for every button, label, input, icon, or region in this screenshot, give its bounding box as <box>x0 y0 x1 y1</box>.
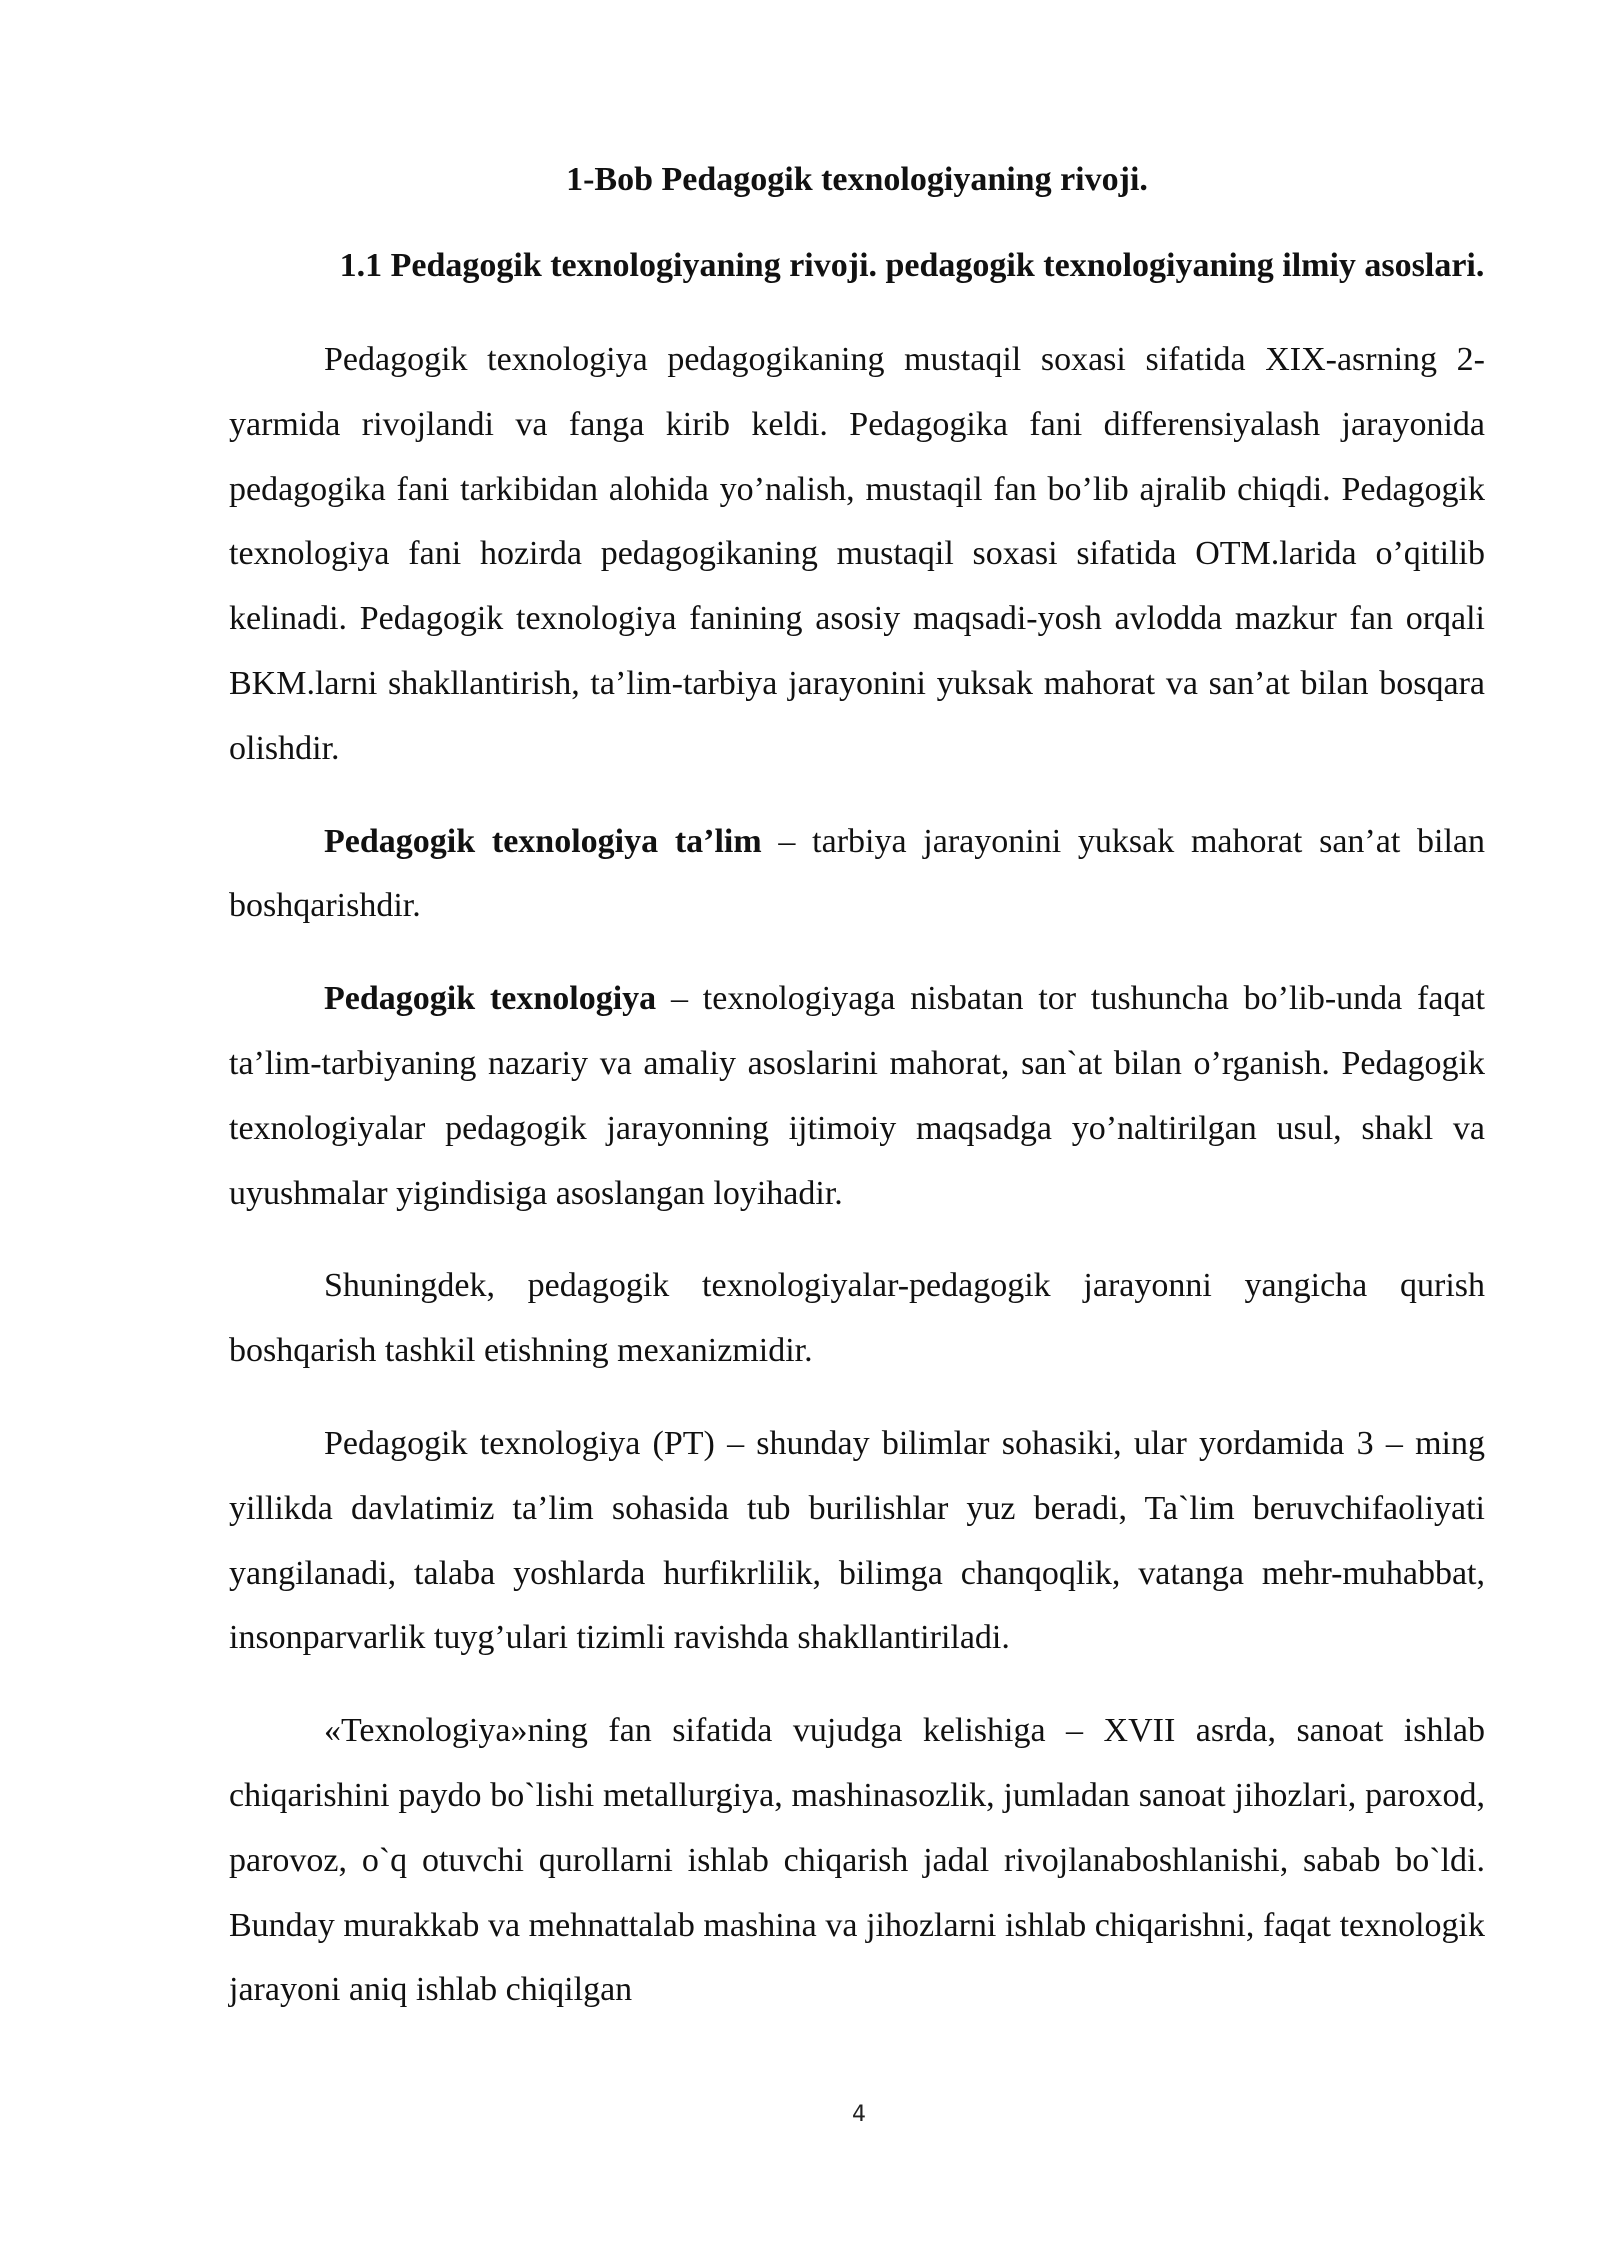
page-content <box>229 148 1485 2023</box>
paragraph-4 <box>229 1254 1485 1384</box>
page-number: 4 <box>852 2102 866 2127</box>
paragraph-5-text: Pedagogik texnologiya (PT) – shunday bilimlar sohasiki, ular yordamida 3 – ming yillikda davlatimiz ta’lim sohasida tub burilishlar yuz beradi, Ta`lim beruvchifaoliyati yangilanadi, talaba yoshlarda hurfikrlilik, bilimga chanqoqlik, vatanga mehr-muhabbat, insonparvarlik tuyg’ulari tizimli ravishda shakllantiriladi. <box>229 1424 1485 1657</box>
paragraph-3-term: Pedagogik texnologiya <box>324 980 657 1018</box>
chapter-title: 1-Bob Pedagogik texnologiyaning rivoji. <box>566 161 1148 198</box>
paragraph-1 <box>229 328 1485 782</box>
paragraph-4-text: Shuningdek, pedagogik texnologiyalar-pedagogik jarayonni yangicha qurish boshqarish tashkil etishning mexanizmidir. <box>229 1267 1485 1370</box>
paragraph-3-text: – texnologiyaga nisbatan tor tushuncha bo’lib-unda faqat ta’lim-tarbiyaning nazariy va amaliy asoslarini mahorat, san`at bilan o’rganish. Pedagogik texnologiyalar pedagogik jarayonning ijtimoiy maqsadga yo’naltirilgan usul, shakl va uyushmalar yigindisiga asoslangan loyihadir. <box>229 980 1485 1212</box>
paragraph-1-text: Pedagogik texnologiya pedagogikaning mustaqil soxasi sifatida XIX-asrning 2- yarmida rivojlandi va fanga kirib keldi. Pedagogika fani differensiyalash jarayonida pedagogika fani tarkibidan alohida yo’nalish, mustaqil fan bo’lib ajralib chiqdi. Pedagogik texnologiya fani hozirda pedagogikaning mustaqil soxasi sifatida OTM.larida o’qitilib kelinadi. Pedagogik texnologiya fanining asosiy maqsadi-yosh avlodda mazkur fan orqali BKM.larni shakllantirish, ta’lim-tarbiya jarayonini yuksak mahorat va san’at bilan bosqara olishdir. <box>229 341 1485 767</box>
paragraph-2 <box>229 810 1485 940</box>
paragraph-2-text: – tarbiya jarayonini yuksak mahorat san’at bilan boshqarishdir. <box>229 822 1485 925</box>
paragraph-5 <box>229 1412 1485 1671</box>
paragraph-6-text: «Texnologiya»ning fan sifatida vujudga kelishiga – XVII asrda, sanoat ishlab chiqarishini paydo bo`lishi metallurgiya, mashinasozlik, jumladan sanoat jihozlari, paroxod, parovoz, o`q otuvchi qurollarni ishlab chiqarish jadal rivojlanaboshlanishi, sabab bo`ldi. Bunday murakkab va mehnattalab mashina va jihozlarni ishlab chiqarishni, faqat texnologik jarayoni aniq ishlab chiqilgan <box>229 1712 1485 2009</box>
paragraph-2-term: Pedagogik texnologiya ta’lim <box>324 822 762 860</box>
paragraph-3 <box>229 967 1485 1226</box>
paragraph-6 <box>229 1699 1485 2023</box>
section-title: 1.1 Pedagogik texnologiyaning rivoji. pedagogik texnologiyaning ilmiy asoslari. <box>339 247 1485 284</box>
